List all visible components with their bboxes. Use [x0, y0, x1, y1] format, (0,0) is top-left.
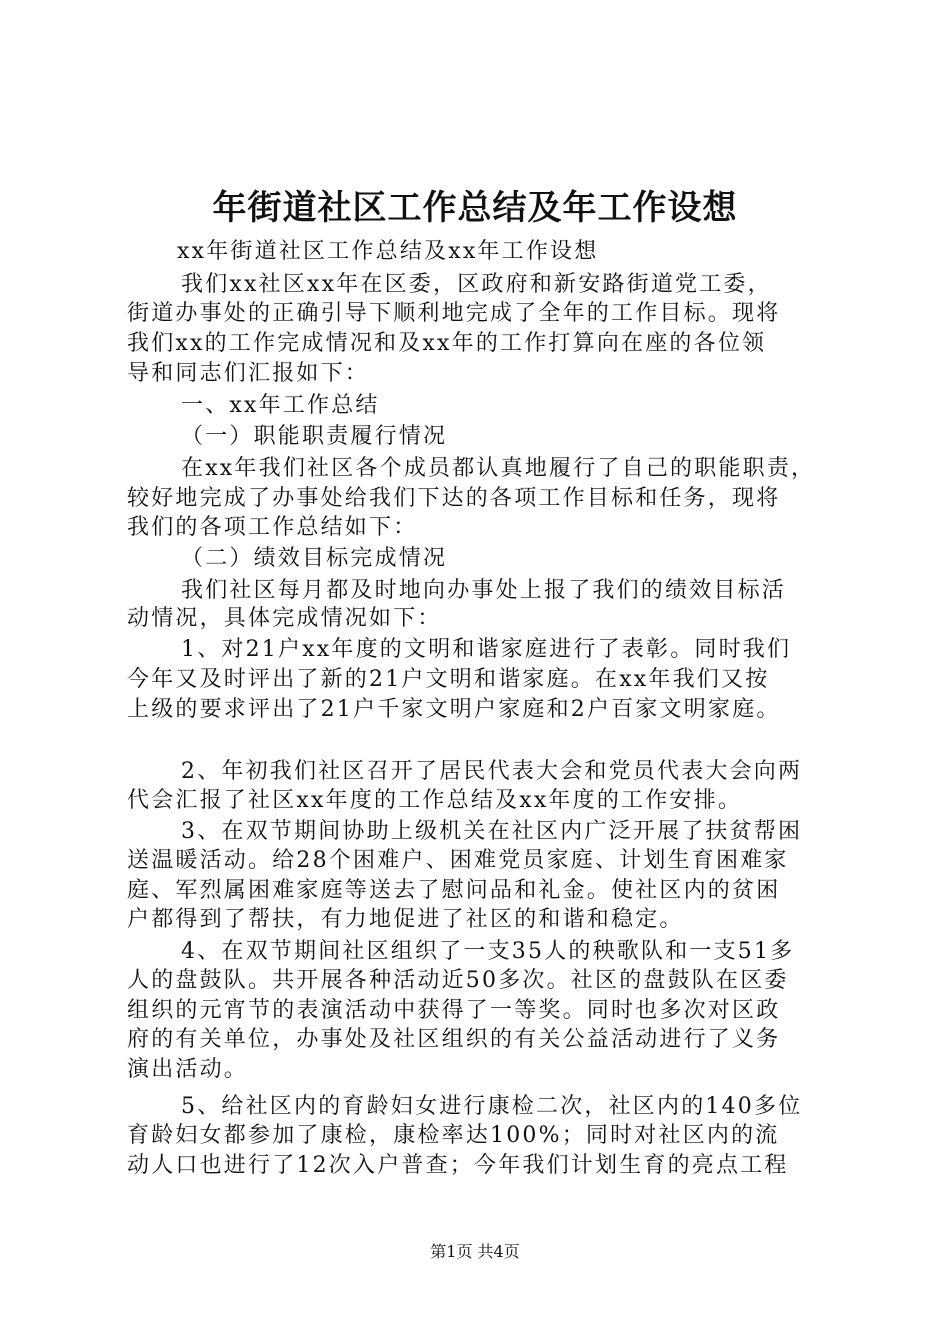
paragraph-line: 5、给社区内的育龄妇女进行康检二次，社区内的140多位: [181, 1094, 803, 1119]
paragraph-line: 2、年初我们社区召开了居民代表大会和党员代表大会向两: [181, 759, 803, 784]
subsection-heading: （二）绩效目标完成情况: [181, 546, 448, 571]
paragraph-line: 我们的各项工作总结如下：: [127, 515, 418, 540]
document-title: 年街道社区工作总结及年工作设想: [212, 188, 738, 228]
paragraph-line: 1、对21户xx年度的文明和谐家庭进行了表彰。同时我们: [181, 637, 792, 662]
subsection-heading: （一）职能职责履行情况: [181, 424, 448, 449]
paragraph-line: 庭、军烈属困难家庭等送去了慰问品和礼金。使社区内的贫困: [127, 878, 781, 903]
paragraph-line: 我们xx社区xx年在区委，区政府和新安路街道党工委，: [181, 272, 772, 297]
paragraph-line: 府的有关单位，办事处及社区组织的有关公益活动进行了义务: [127, 1027, 781, 1052]
paragraph-line: 街道办事处的正确引导下顺利地完成了全年的工作目标。现将: [127, 301, 781, 326]
paragraph-line: 4、在双节期间社区组织了一支35人的秧歌队和一支51多: [181, 939, 795, 964]
paragraph-line: 动情况，具体完成情况如下：: [127, 606, 442, 631]
paragraph-line: 代会汇报了社区xx年度的工作总结及xx年度的工作安排。: [127, 788, 743, 813]
paragraph-line: 户都得到了帮扶，有力地促进了社区的和谐和稳定。: [127, 907, 684, 932]
paragraph-line: 送温暖活动。给28个困难户、困难党员家庭、计划生育困难家: [127, 848, 789, 873]
paragraph-line: 在xx年我们社区各个成员都认真地履行了自己的职能职责，: [181, 456, 816, 481]
paragraph-line: 我们xx的工作完成情况和及xx年的工作打算向在座的各位领: [127, 331, 767, 356]
paragraph-line: 演出活动。: [127, 1057, 249, 1082]
paragraph-line: 3、在双节期间协助上级机关在社区内广泛开展了扶贫帮困: [181, 819, 803, 844]
paragraph-line: 动人口也进行了12次入户普查；今年我们计划生育的亮点工程: [127, 1153, 789, 1178]
paragraph-line: 上级的要求评出了21户千家文明户家庭和2户百家文明家庭。: [127, 697, 781, 722]
subtitle-line: xx年街道社区工作总结及xx年工作设想: [177, 239, 599, 264]
section-heading: 一、xx年工作总结: [181, 393, 380, 418]
paragraph-line: 今年又及时评出了新的21户文明和谐家庭。在xx年我们又按: [127, 667, 770, 692]
paragraph-line: 组织的元宵节的表演活动中获得了一等奖。同时也多次对区政: [127, 998, 781, 1023]
paragraph-line: 导和同志们汇报如下：: [127, 361, 370, 386]
paragraph-line: 人的盘鼓队。共开展各种活动近50多次。社区的盘鼓队在区委: [127, 968, 789, 993]
paragraph-line: 我们社区每月都及时地向办事处上报了我们的绩效目标活: [181, 578, 787, 603]
page-number-footer: 第1页 共4页: [430, 1242, 520, 1261]
paragraph-line: 较好地完成了办事处给我们下达的各项工作目标和任务，现将: [127, 486, 781, 511]
paragraph-line: 育龄妇女都参加了康检，康检率达100%；同时对社区内的流: [127, 1123, 780, 1148]
